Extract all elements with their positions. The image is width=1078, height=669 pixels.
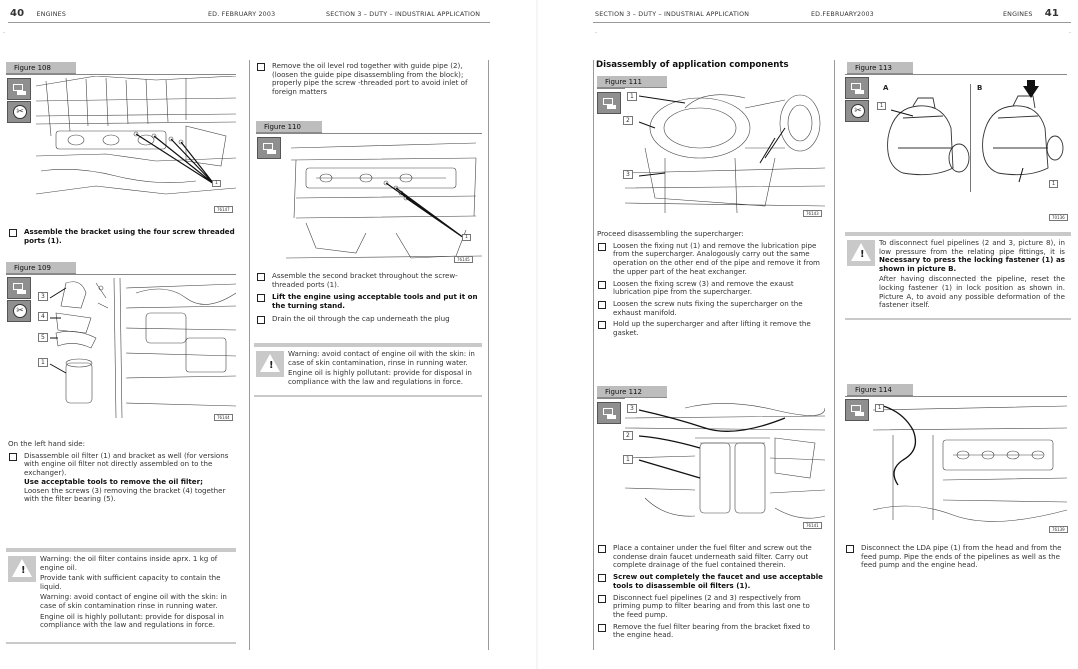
warning-text: Warning: avoid contact of engine oil with the skin: in case of skin contamination, rinse in running water. (288, 349, 475, 367)
callout: 1 (623, 455, 633, 464)
figure-108-label: Figure 108 (6, 62, 76, 74)
procedure-icon (7, 78, 31, 100)
warning-text-bold: Necessary to press the locking fastener (1) as shown in picture B. (879, 255, 1065, 273)
warning-text: Warning: the oil filter contains inside aprx. 1 kg of engine oil. (40, 554, 218, 572)
figure-113-drawing (873, 78, 1067, 224)
header-edition: ED. FEBRUARY 2003 (208, 11, 276, 18)
step-110-a: Assemble the second bracket throughout the screw-threaded ports (1). (256, 272, 482, 289)
warning-text: Provide tank with sufficient capacity to contain the liquid. (40, 573, 221, 591)
callout: 1 (462, 234, 471, 241)
warning-text: To disconnect fuel pipelines (2 and 3, picture 8), in low pressure from the relating pipe fittings, it is (879, 238, 1065, 256)
tool-icon: ✂ (7, 300, 31, 322)
callout: 5 (38, 333, 48, 342)
step-110-b: Lift the engine using acceptable tools and put it on the turning stand. (256, 293, 482, 310)
figure-ref-code: 76143 (803, 210, 822, 217)
callout: 1 (877, 102, 886, 110)
header-edition: ED.FEBRUARY2003 (811, 11, 874, 18)
callout: 2 (623, 116, 633, 125)
arrow-down-icon (1023, 86, 1039, 98)
callout: 1 (1049, 180, 1058, 188)
step-114: Disconnect the LDA pipe (1) from the head and from the feed pump. Pipe the ends of the pipelines as well as the feed pump and the engine head. (845, 544, 1069, 570)
left-page: 40 ENGINES ED. FEBRUARY 2003 SECTION 3 – DUTY – INDUSTRIAL APPLICATION · Figure 108 ✂ 1 76147 Assemble the bracket using the four screw threaded ports (1). Figure 109 ✂ 3 4 5 1 76144 On the left hand side: Disassemble oil filter (1) and bracket as well (for versions with engine oil filter not directly assembled on to the exchanger). Use acceptable tools to remove the oil filter; Loosen the screws (3) removing the bracket (4) together with the filter bearing (5). ! Warning: the oil filter contains inside aprx. 1 kg of engine oil. Provide tank with sufficient capacity to contain the liquid. Warning: avoid contact of engine oil with the skin: in case of skin contamination rinse in running water. Engine oil is highly pollutant: provide for disposal in compliance with the law and regulations in force. Remove the oil level rod together with guide pipe (2), (loosen the guide pipe disassembling from the block); properly pipe the screw -threaded port to avoid inlet of foreign matters Figure 110 1 76145 Assemble the second bracket throughout the screw-threaded ports (1). Lift the engine using acceptable tools and put it on the turning stand. Drain the oil through the cap underneath the plug ! Warning: avoid contact of engine oil with the skin: in case of skin contamination, rinse in running water. Engine oil is highly pollutant: provide for disposal in compliance with the law and regulations in force. (0, 0, 539, 669)
figure-110-drawing (286, 138, 482, 266)
tool-icon: ✂ (7, 101, 31, 123)
callout: 1 (875, 404, 884, 412)
warning-text: After having disconnected the pipeline, reset the locking fastener (1) in lock position as shown in. Picture A, to avoid any possible deformation of the fastener itself. (879, 274, 1065, 310)
header-rule (593, 22, 1071, 23)
callout: 1 (38, 358, 48, 367)
warning-box-engine-oil: ! Warning: avoid contact of engine oil with the skin: in case of skin contamination, rinse in running water. Engine oil is highly pollutant: provide for disposal in compliance with the law and regulations in force. (254, 343, 482, 397)
page-number: 40 (10, 8, 25, 19)
warning-text: Engine oil is highly pollutant: provide for disposal in compliance with the law and regulations in force. (40, 611, 224, 630)
step-110-c: Drain the oil through the cap underneath the plug (256, 315, 482, 324)
column-divider (488, 60, 489, 650)
left-side-intro: On the left hand side: (8, 439, 85, 448)
figure-112-label: Figure 112 (597, 386, 667, 398)
figure-111-label: Figure 111 (597, 76, 667, 88)
step-109-b: Loosen the screws (3) removing the bracket (4) together with the filter bearing (5). (24, 485, 226, 504)
procedure-icon (597, 92, 621, 114)
procedure-icon (845, 399, 869, 421)
figure-109-label: Figure 109 (6, 262, 76, 274)
figure-108-drawing (36, 76, 236, 214)
warning-box-oil-filter: ! Warning: the oil filter contains inside aprx. 1 kg of engine oil. Provide tank with sufficient capacity to contain the liquid. Warning: avoid contact of engine oil with the skin: in case of skin contamination rinse in running water. Engine oil is highly pollutant: provide for disposal in compliance with the law and regulations in force. (6, 548, 236, 644)
step-oil-rod: Remove the oil level rod together with guide pipe (2), (loosen the guide pipe disassembling from the block); properly pipe the screw -threaded port to avoid inlet of foreign matters (256, 62, 482, 97)
step-112-bold: Screw out completely the faucet and use acceptable tools to disassemble oil filters (1). (597, 573, 823, 590)
figure-110-label: Figure 110 (256, 121, 322, 133)
figure-ref-code: 76139 (1049, 526, 1068, 533)
figure-ref-code: 70136 (1049, 214, 1068, 221)
header-section-name: ENGINES (36, 11, 67, 18)
procedure-icon (597, 402, 621, 424)
step-111-4: Hold up the supercharger and after lifting it remove the gasket. (597, 320, 823, 337)
figure-ref-code: 76144 (214, 414, 233, 421)
column-divider (249, 60, 250, 650)
figure-113-label: Figure 113 (847, 62, 913, 74)
column-divider (834, 60, 835, 650)
step-111-1: Loosen the fixing nut (1) and remove the lubrication pipe from the supercharger. Analogously carry out the same operation on the other end of the pipe and remove it from the upper part of the heat exchanger. (597, 242, 823, 277)
figure-111-drawing (625, 88, 825, 220)
callout: 1 (627, 92, 637, 101)
procedure-icon (7, 277, 31, 299)
step-112-1: Place a container under the fuel filter and screw out the condense drain faucet underneath said filter. Carry out complete drainage of the fuel contained therein. (597, 544, 823, 570)
section-heading: Disassembly of application components (596, 60, 789, 70)
procedure-icon (257, 137, 281, 159)
callout: 3 (38, 292, 48, 301)
figure-ref-code: 76147 (214, 206, 233, 213)
step-112-3: Remove the fuel filter bearing from the bracket fixed to the engine head. (597, 623, 823, 640)
figure-ref-code: 76145 (454, 256, 473, 263)
view-b-label: B (977, 84, 983, 92)
step-109-bold: Use acceptable tools to remove the oil filter; (24, 476, 203, 486)
warning-text: Engine oil is highly pollutant: provide for disposal in compliance with the law and regulations in force. (288, 368, 472, 386)
callout: 2 (623, 431, 633, 440)
callout: 1 (212, 180, 221, 187)
right-page: SECTION 3 – DUTY – INDUSTRIAL APPLICATION ED.FEBRUARY2003 ENGINES 41 · · Disassembly of application components Figure 111 1 2 3 76143 Proceed disassembling the supercharger: Loosen the fixing nut (1) and remove the lubrication pipe from the supercharger. Analogously carry out the same operation on the other end of the pipe and remove it from the upper part of the heat exchanger. Loosen the fixing screw (3) and remove the exaust lubrication pipe from the supercharger. Loosen the screw nuts fixing the supercharger on the exhaust manifold. Hold up the supercharger and after lifting it remove the gasket. Figure 112 3 2 1 76141 Place a container under the fuel filter and screw out the condense drain faucet underneath said filter. Carry out complete drainage of the fuel contained therein. Screw out completely the faucet and use acceptable tools to disassemble oil filters (1). Disconnect fuel pipelines (2 and 3) respectively from priming pump to filter bearing and from this last one to the feed pump. Remove the fuel filter bearing from the bracket fixed to the engine head. Figure 113 ✂ A B 1 1 70136 ! To disconnect fuel pipelines (2 and 3, picture 8), in low pressure from the relating pipe fittings, it is Necessary to press the locking fastener (1) as shown in picture B. After having disconnected the pipeline, reset the locking fastener (1) in lock position as shown in. Picture A, to avoid any possible deformation of the fastener itself. Figure 114 1 76139 Disconnect the LDA pipe (1) from the head and from the feed pump. Pipe the ends of the pipelines as well as the feed pump and the engine head. (539, 0, 1078, 669)
figure-109-drawing (36, 278, 236, 424)
step-109-a: Disassemble oil filter (1) and bracket as well (for versions with engine oil filter not directly assembled on to the exchanger). (24, 450, 229, 478)
step-111-3: Loosen the screw nuts fixing the supercharger on the exhaust manifold. (597, 300, 823, 317)
header-section-title: SECTION 3 – DUTY – INDUSTRIAL APPLICATION (326, 11, 481, 18)
callout: 3 (623, 170, 633, 179)
tool-icon: ✂ (845, 100, 869, 122)
procedure-icon (845, 77, 869, 99)
figure-114-label: Figure 114 (847, 384, 913, 396)
step-108: Assemble the bracket using the four screw threaded ports (1). (8, 228, 240, 245)
header-section-title: SECTION 3 – DUTY – INDUSTRIAL APPLICATION (595, 11, 750, 18)
step-111-2: Loosen the fixing screw (3) and remove the exaust lubrication pipe from the supercharger. (597, 280, 823, 297)
warning-box-fuel-pipelines: ! To disconnect fuel pipelines (2 and 3, picture 8), in low pressure from the relating pipe fittings, it is Necessary to press the locking fastener (1) as shown in picture B. After having disconnected the pipeline, reset the locking fastener (1) in lock position as shown in. Picture A, to avoid any possible deformation of the fastener itself. (845, 232, 1071, 320)
warning-text: Warning: avoid contact of engine oil with the skin: in case of skin contamination rinse in running water. (40, 592, 227, 610)
page-number: 41 (1044, 8, 1060, 19)
step-112-2: Disconnect fuel pipelines (2 and 3) respectively from priming pump to filter bearing and from this last one to the feed pump. (597, 594, 823, 620)
callout: 3 (627, 404, 637, 413)
column-divider (593, 60, 594, 650)
figure-114-drawing (873, 400, 1067, 536)
figure-112-drawing (625, 398, 825, 532)
view-a-label: A (883, 84, 889, 92)
header-rule (8, 22, 490, 23)
header-section-name: ENGINES (1003, 11, 1033, 18)
figure-ref-code: 76141 (803, 522, 822, 529)
intro-111: Proceed disassembling the supercharger: (597, 229, 744, 238)
callout: 4 (38, 312, 48, 321)
